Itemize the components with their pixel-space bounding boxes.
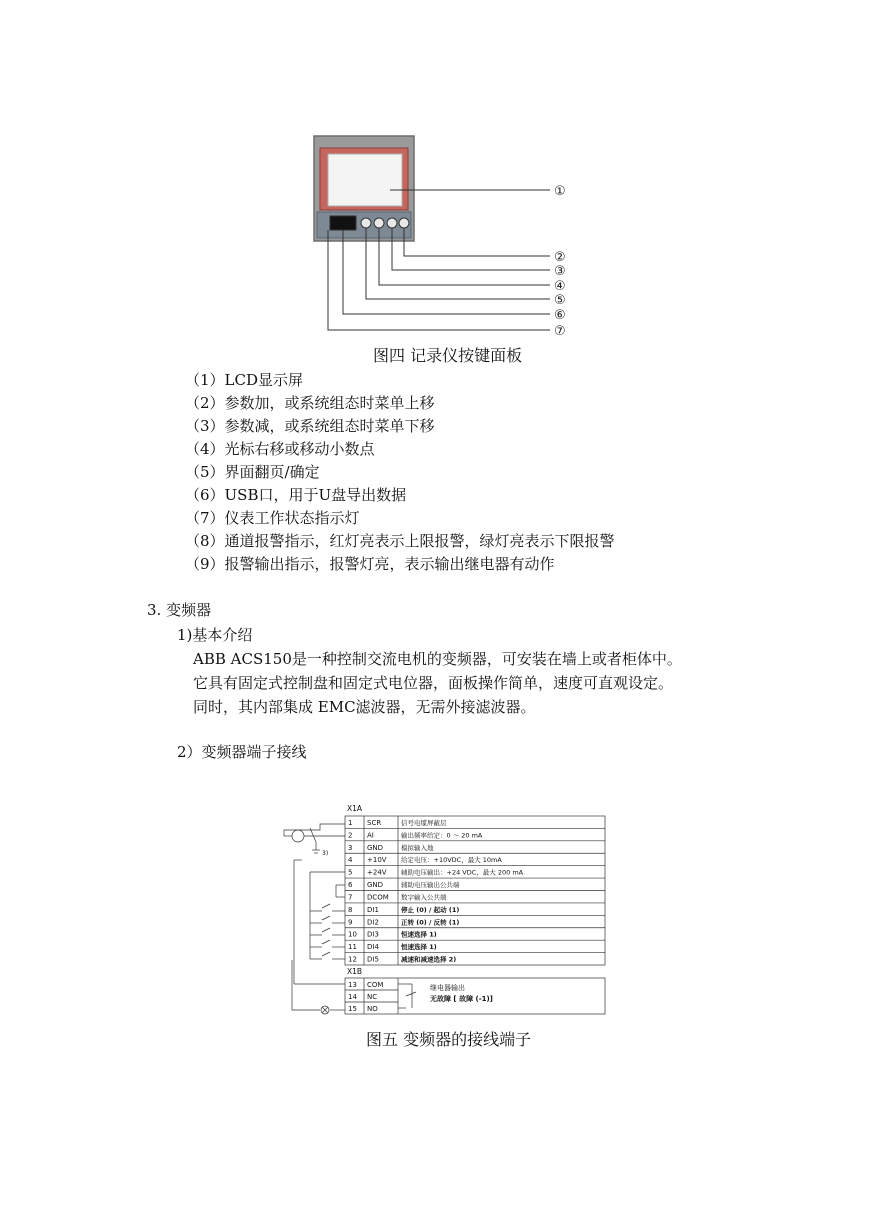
terminal-code: +24V [367,868,387,877]
note-3-label: 3) [322,850,329,857]
section-heading: 3. 变频器 [147,601,212,619]
callout-3: ③ [554,264,566,279]
key-up-icon [361,218,371,228]
terminal-code: GND [367,881,384,889]
subsection-intro-title: 1)基本介绍 [177,626,253,644]
terminal-description: 正转 (0) / 反转 (1) [401,918,460,927]
terminal-code: DI5 [367,955,379,964]
terminal-number: 5 [348,868,353,877]
terminal-description: 减速和减速选择 2) [401,955,457,964]
figure5-caption: 图五 变频器的接线端子 [366,1030,532,1049]
intro-line-1: ABB ACS150是一种控制交流电机的变频器，可安装在墙上或者柜体中。 [193,650,682,668]
terminal-description: 辅助电压输出公共端 [401,881,460,889]
terminal-description: 停止 (0) / 起动 (1) [401,905,460,914]
terminal-number: 11 [348,943,357,952]
callout-5: ⑤ [554,293,566,308]
terminal-description: 数字输入公共端 [401,893,447,902]
panel-item-1: （1）LCD显示屏 [185,371,304,389]
terminal-code: DI3 [367,930,379,939]
terminal-description: 恒速选择 1) [401,943,437,952]
figure4-caption: 图四 记录仪按键面板 [373,346,523,365]
callout-4: ④ [554,279,566,294]
recorder-panel-figure [300,128,590,343]
terminal-number: 10 [348,930,357,939]
terminal-description: 模拟输入地 [401,843,434,852]
relay-code-no: NO [367,1005,378,1013]
key-right-icon [387,218,397,228]
relay-code-com: COM [367,981,384,989]
terminal-code: DCOM [367,893,389,902]
terminal-code: AI [367,831,374,840]
terminal-description: 输出频率给定：0 ～ 20 mA [401,831,483,840]
panel-item-5: （5）界面翻页/确定 [185,463,320,481]
panel-item-8: （8）通道报警指示，红灯亮表示上限报警，绿灯亮表示下限报警 [185,532,615,550]
terminal-number: 6 [348,881,353,889]
terminal-description: 辅助电压输出：+24 VDC，最大 200 mA [401,868,524,877]
panel-item-6: （6）USB口，用于U盘导出数据 [185,486,407,504]
callout-7: ⑦ [554,324,566,339]
relay-num-15: 15 [348,1005,357,1013]
external-wiring [284,824,345,1014]
terminal-number: 2 [348,831,353,840]
terminal-description: 给定电压：+10VDC，最大 10mA [401,856,502,865]
key-enter-icon [399,218,409,228]
terminal-wiring-figure [280,800,610,1022]
x1a-label: X1A [347,804,363,813]
panel-item-4: （4）光标右移或移动小数点 [185,440,375,458]
terminal-code: DI4 [367,943,379,952]
terminal-code: SCR [367,818,382,827]
relay-desc: 无故障 [ 故障 (-1)] [430,995,493,1003]
panel-item-2: （2）参数加，或系统组态时菜单上移 [185,394,435,412]
terminal-number: 8 [348,905,353,914]
terminal-number: 4 [348,856,353,865]
relay-code-nc: NC [367,993,378,1001]
terminal-number: 1 [348,818,353,827]
intro-line-3: 同时，其内部集成 EMC滤波器，无需外接滤波器。 [193,698,536,716]
terminal-description: 恒速选择 1) [401,930,437,939]
callout-6: ⑥ [554,308,566,323]
relay-num-14: 14 [348,993,357,1001]
terminal-number: 12 [348,955,357,964]
callout-numbers [554,184,566,339]
lcd-screen [328,154,402,206]
terminal-description: 信号电缆屏蔽层 [401,818,447,827]
callout-2: ② [554,250,566,265]
terminal-code: DI2 [367,918,379,927]
callout-1: ① [554,184,566,199]
terminal-code: DI1 [367,905,379,914]
relay-title: 继电器输出 [430,984,465,992]
terminal-number: 9 [348,918,353,927]
terminal-number: 3 [348,843,353,852]
terminal-number: 7 [348,893,353,902]
terminal-code: GND [367,843,384,852]
relay-num-13: 13 [348,981,357,989]
subsection-wiring-title: 2）变频器端子接线 [177,743,307,761]
intro-line-2: 它具有固定式控制盘和固定式电位器，面板操作简单，速度可直观设定。 [193,674,674,692]
panel-item-7: （7）仪表工作状态指示灯 [185,509,360,527]
usb-port [330,216,356,230]
terminal-code: +10V [367,856,387,865]
x1b-label: X1B [347,967,363,976]
panel-item-9: （9）报警输出指示，报警灯亮，表示输出继电器有动作 [185,555,555,573]
panel-item-3: （3）参数减，或系统组态时菜单下移 [185,417,435,435]
key-down-icon [374,218,384,228]
